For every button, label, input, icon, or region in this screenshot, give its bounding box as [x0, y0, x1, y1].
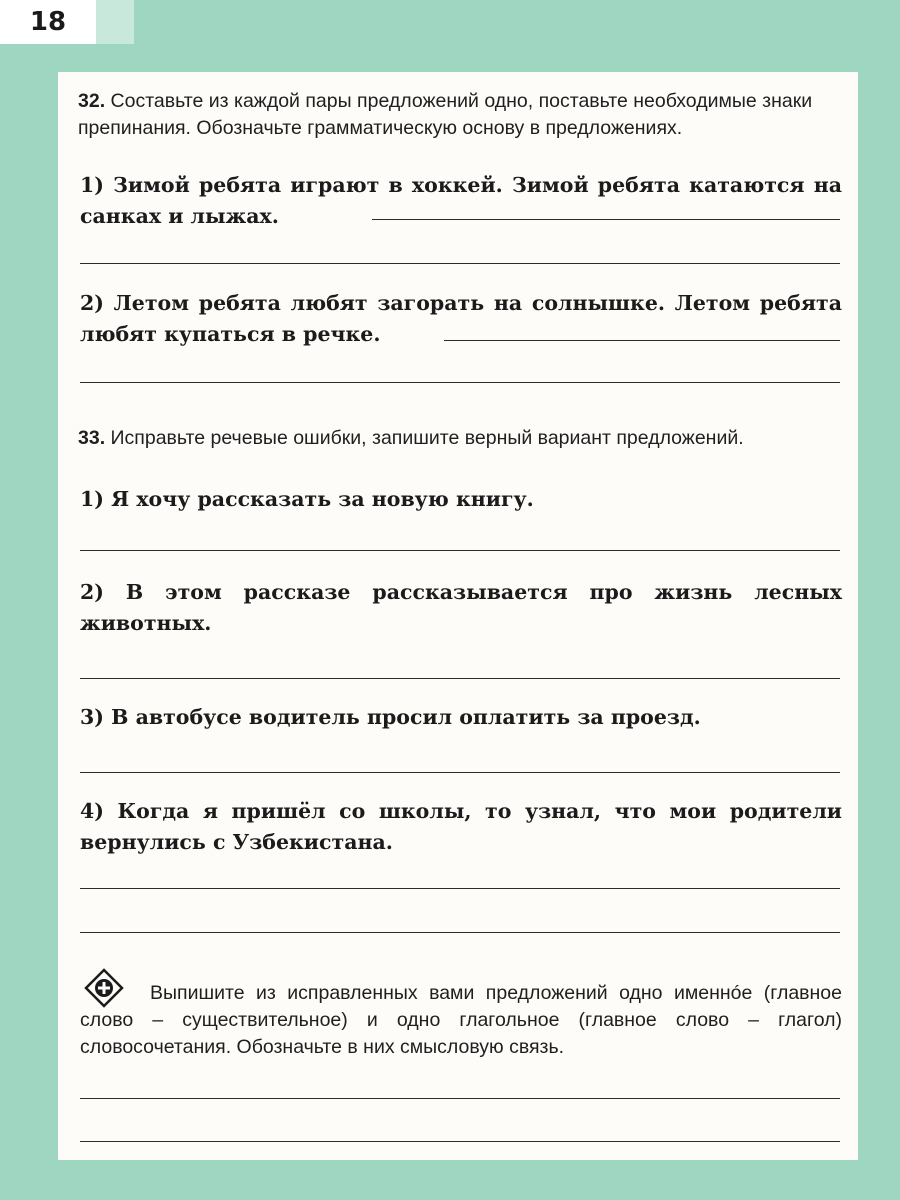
- page-number: 18: [0, 0, 96, 44]
- task-32-instruction-text: Составьте из каждой пары предложений одно, поставьте необходимые знаки препинания. Обозначьте грамматическую основу в предложениях.: [78, 90, 813, 139]
- task-33-number: 33.: [78, 427, 106, 449]
- answer-line[interactable]: [80, 772, 840, 773]
- answer-line[interactable]: [80, 263, 840, 264]
- answer-line[interactable]: [372, 219, 840, 220]
- task-33-item-2: 2) В этом рассказе рассказывается про жизнь лесных животных.: [80, 580, 842, 635]
- bonus-task-text: Выпишите из исправленных вами предложений одно именнóе (главное слово – существительное) и одно глагольное (главное слово – глагол) словосочетания. Обозначьте в них смысловую связь.: [80, 982, 842, 1058]
- answer-line[interactable]: [80, 1141, 840, 1142]
- task-33-instruction-text: Исправьте речевые ошибки, запишите верный вариант предложений.: [110, 427, 744, 449]
- answer-line[interactable]: [80, 1098, 840, 1099]
- task-32-number: 32.: [78, 90, 106, 112]
- answer-line[interactable]: [80, 550, 840, 551]
- answer-line[interactable]: [80, 888, 840, 889]
- answer-line[interactable]: [80, 382, 840, 383]
- answer-line[interactable]: [444, 340, 840, 341]
- task-32-item-2: 2) Летом ребята любят загорать на солнышке. Летом ребята любят купаться в речке.: [80, 291, 842, 346]
- task-33-item-3: 3) В автобусе водитель просил оплатить за проезд.: [80, 705, 701, 729]
- answer-line[interactable]: [80, 932, 840, 933]
- page-tab-strip: [96, 0, 134, 44]
- task-33-item-1: 1) Я хочу рассказать за новую книгу.: [80, 487, 534, 511]
- task-32-item-1: 1) Зимой ребята играют в хоккей. Зимой ребята катаются на санках и лыжах.: [80, 173, 842, 228]
- task-32-instruction: [78, 88, 846, 142]
- task-33-item-4: 4) Когда я пришёл со школы, то узнал, что мои родители вернулись с Узбекистана.: [80, 799, 842, 854]
- task-33-instruction: [78, 425, 846, 452]
- answer-line[interactable]: [80, 678, 840, 679]
